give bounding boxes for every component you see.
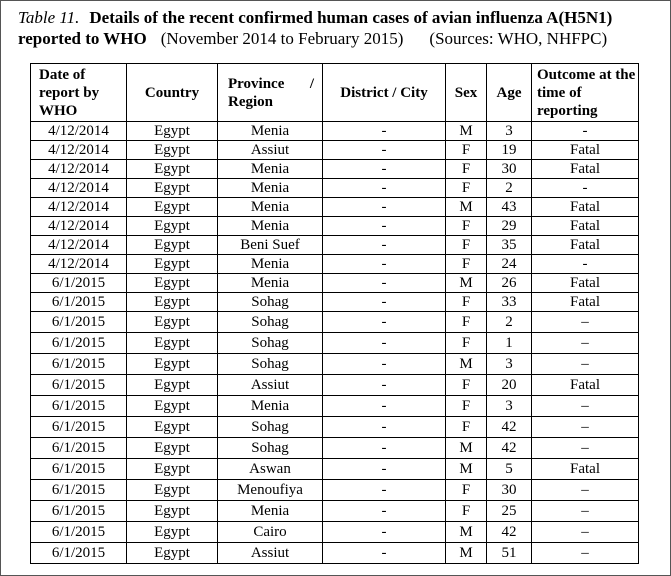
- cell-province: Menia: [218, 501, 323, 522]
- cell-age: 3: [487, 396, 532, 417]
- cell-province: Aswan: [218, 459, 323, 480]
- cell-country: Egypt: [127, 312, 218, 333]
- cell-country: Egypt: [127, 122, 218, 141]
- cell-sex: F: [446, 501, 487, 522]
- cell-country: Egypt: [127, 255, 218, 274]
- cell-outcome: –: [532, 312, 639, 333]
- cell-age: 2: [487, 312, 532, 333]
- cell-country: Egypt: [127, 417, 218, 438]
- cell-date: 4/12/2014: [31, 236, 127, 255]
- cell-outcome: Fatal: [532, 198, 639, 217]
- header-outcome: Outcome at the time of reporting: [532, 64, 639, 122]
- cell-sex: M: [446, 438, 487, 459]
- header-age: Age: [487, 64, 532, 122]
- cell-age: 26: [487, 274, 532, 293]
- cell-province: Beni Suef: [218, 236, 323, 255]
- cell-sex: F: [446, 160, 487, 179]
- cell-age: 42: [487, 438, 532, 459]
- cell-date: 6/1/2015: [31, 333, 127, 354]
- table-row: [31, 236, 639, 255]
- table-row: [31, 274, 639, 293]
- cell-sex: F: [446, 255, 487, 274]
- cell-district: -: [323, 198, 446, 217]
- cell-age: 33: [487, 293, 532, 312]
- cell-outcome: –: [532, 480, 639, 501]
- cell-date: 6/1/2015: [31, 375, 127, 396]
- cell-outcome: Fatal: [532, 160, 639, 179]
- cell-district: -: [323, 141, 446, 160]
- cell-country: Egypt: [127, 293, 218, 312]
- cell-province: Sohag: [218, 333, 323, 354]
- cell-date: 4/12/2014: [31, 160, 127, 179]
- cell-country: Egypt: [127, 396, 218, 417]
- cell-district: -: [323, 236, 446, 255]
- cell-district: -: [323, 459, 446, 480]
- cell-outcome: –: [532, 333, 639, 354]
- cell-date: 6/1/2015: [31, 543, 127, 564]
- table-row: [31, 480, 639, 501]
- cell-district: -: [323, 480, 446, 501]
- cell-date: 4/12/2014: [31, 122, 127, 141]
- cell-district: -: [323, 522, 446, 543]
- caption-line-2: [18, 28, 671, 49]
- cell-country: Egypt: [127, 274, 218, 293]
- cell-province: Cairo: [218, 522, 323, 543]
- cell-age: 42: [487, 522, 532, 543]
- cell-district: -: [323, 375, 446, 396]
- cell-sex: F: [446, 217, 487, 236]
- cell-outcome: –: [532, 396, 639, 417]
- table-row: [31, 141, 639, 160]
- cell-sex: M: [446, 522, 487, 543]
- table-row: [31, 293, 639, 312]
- table-row: [31, 354, 639, 375]
- table-period: (November 2014 to February 2015): [160, 29, 404, 48]
- cell-province: Sohag: [218, 438, 323, 459]
- cell-province: Menia: [218, 122, 323, 141]
- cell-outcome: Fatal: [532, 141, 639, 160]
- cell-outcome: Fatal: [532, 236, 639, 255]
- cell-outcome: -: [532, 122, 639, 141]
- cell-date: 4/12/2014: [31, 179, 127, 198]
- cell-province: Assiut: [218, 141, 323, 160]
- cell-province: Sohag: [218, 417, 323, 438]
- cell-sex: F: [446, 333, 487, 354]
- cell-age: 51: [487, 543, 532, 564]
- table-row: [31, 122, 639, 141]
- cell-age: 30: [487, 160, 532, 179]
- cell-outcome: –: [532, 354, 639, 375]
- cell-district: -: [323, 354, 446, 375]
- cell-age: 20: [487, 375, 532, 396]
- cell-outcome: –: [532, 522, 639, 543]
- cell-country: Egypt: [127, 236, 218, 255]
- cell-sex: M: [446, 459, 487, 480]
- cell-district: -: [323, 417, 446, 438]
- cell-country: Egypt: [127, 480, 218, 501]
- table-row: [31, 375, 639, 396]
- cell-country: Egypt: [127, 459, 218, 480]
- cell-province: Menia: [218, 217, 323, 236]
- cell-date: 6/1/2015: [31, 312, 127, 333]
- cell-outcome: –: [532, 543, 639, 564]
- cell-province: Menia: [218, 179, 323, 198]
- cell-province: Sohag: [218, 293, 323, 312]
- cell-sex: F: [446, 417, 487, 438]
- cell-sex: M: [446, 274, 487, 293]
- table-row: [31, 522, 639, 543]
- cell-age: 3: [487, 354, 532, 375]
- cell-sex: F: [446, 179, 487, 198]
- table-title: Details of the recent confirmed human cases of avian influenza A(H5N1): [89, 8, 613, 27]
- cell-sex: F: [446, 480, 487, 501]
- cell-country: Egypt: [127, 501, 218, 522]
- cell-province: Assiut: [218, 375, 323, 396]
- cell-outcome: –: [532, 438, 639, 459]
- cell-date: 4/12/2014: [31, 255, 127, 274]
- cell-district: -: [323, 255, 446, 274]
- cell-date: 6/1/2015: [31, 438, 127, 459]
- cell-country: Egypt: [127, 543, 218, 564]
- cell-age: 2: [487, 179, 532, 198]
- table-body: [31, 122, 639, 564]
- cell-outcome: Fatal: [532, 217, 639, 236]
- table-row: [31, 179, 639, 198]
- cell-age: 24: [487, 255, 532, 274]
- cell-district: -: [323, 274, 446, 293]
- cell-date: 4/12/2014: [31, 198, 127, 217]
- table-row: [31, 501, 639, 522]
- cell-date: 6/1/2015: [31, 274, 127, 293]
- cell-province: Sohag: [218, 312, 323, 333]
- cell-outcome: Fatal: [532, 459, 639, 480]
- cell-district: -: [323, 396, 446, 417]
- header-province-label: Province: [228, 75, 285, 92]
- table-row: [31, 417, 639, 438]
- cell-age: 1: [487, 333, 532, 354]
- cell-district: -: [323, 312, 446, 333]
- cell-district: -: [323, 122, 446, 141]
- table-row: [31, 459, 639, 480]
- cell-country: Egypt: [127, 522, 218, 543]
- header-region-label: Region: [228, 93, 273, 110]
- cell-country: Egypt: [127, 375, 218, 396]
- table-sources: (Sources: WHO, NHFPC): [429, 29, 608, 48]
- cell-province: Assiut: [218, 543, 323, 564]
- cell-sex: M: [446, 198, 487, 217]
- header-row: [31, 64, 639, 122]
- cell-outcome: Fatal: [532, 274, 639, 293]
- cell-district: -: [323, 160, 446, 179]
- table-row: [31, 333, 639, 354]
- cell-country: Egypt: [127, 333, 218, 354]
- cell-date: 6/1/2015: [31, 417, 127, 438]
- cell-province: Menia: [218, 255, 323, 274]
- cell-outcome: –: [532, 501, 639, 522]
- cell-country: Egypt: [127, 141, 218, 160]
- header-country: Country: [127, 64, 218, 122]
- table-row: [31, 217, 639, 236]
- header-province-sep: /: [309, 75, 314, 92]
- cell-district: -: [323, 179, 446, 198]
- cell-district: -: [323, 501, 446, 522]
- cell-date: 6/1/2015: [31, 522, 127, 543]
- cell-sex: F: [446, 375, 487, 396]
- table-row: [31, 438, 639, 459]
- cell-district: -: [323, 438, 446, 459]
- cell-age: 3: [487, 122, 532, 141]
- cell-sex: F: [446, 312, 487, 333]
- cell-age: 25: [487, 501, 532, 522]
- cell-country: Egypt: [127, 438, 218, 459]
- cell-outcome: Fatal: [532, 375, 639, 396]
- cell-date: 6/1/2015: [31, 396, 127, 417]
- cell-district: -: [323, 293, 446, 312]
- cell-outcome: –: [532, 417, 639, 438]
- cell-age: 30: [487, 480, 532, 501]
- caption-line-1: [18, 7, 671, 28]
- cell-sex: F: [446, 293, 487, 312]
- table-caption: [18, 7, 671, 49]
- cell-outcome: -: [532, 179, 639, 198]
- table-title-continued: reported to WHO: [18, 29, 147, 48]
- cell-outcome: Fatal: [532, 293, 639, 312]
- cell-sex: M: [446, 122, 487, 141]
- table-row: [31, 255, 639, 274]
- cell-date: 6/1/2015: [31, 480, 127, 501]
- cell-age: 29: [487, 217, 532, 236]
- cell-district: -: [323, 333, 446, 354]
- cell-date: 4/12/2014: [31, 217, 127, 236]
- cell-province: Sohag: [218, 354, 323, 375]
- cell-sex: F: [446, 396, 487, 417]
- cell-country: Egypt: [127, 217, 218, 236]
- cell-age: 43: [487, 198, 532, 217]
- table-row: [31, 198, 639, 217]
- cell-province: Menia: [218, 160, 323, 179]
- cell-date: 6/1/2015: [31, 501, 127, 522]
- cell-province: Menia: [218, 198, 323, 217]
- cell-sex: F: [446, 236, 487, 255]
- header-province: [218, 64, 323, 122]
- table-row: [31, 396, 639, 417]
- cell-district: -: [323, 217, 446, 236]
- cell-age: 42: [487, 417, 532, 438]
- cell-age: 19: [487, 141, 532, 160]
- table-row: [31, 160, 639, 179]
- cell-province: Menia: [218, 396, 323, 417]
- cell-sex: M: [446, 543, 487, 564]
- cell-sex: F: [446, 141, 487, 160]
- cell-district: -: [323, 543, 446, 564]
- cell-date: 4/12/2014: [31, 141, 127, 160]
- cell-country: Egypt: [127, 198, 218, 217]
- table-row: [31, 312, 639, 333]
- header-district: District / City: [323, 64, 446, 122]
- cell-country: Egypt: [127, 354, 218, 375]
- cell-country: Egypt: [127, 160, 218, 179]
- cell-outcome: -: [532, 255, 639, 274]
- cell-province: Menoufiya: [218, 480, 323, 501]
- cell-date: 6/1/2015: [31, 293, 127, 312]
- cell-province: Menia: [218, 274, 323, 293]
- cell-country: Egypt: [127, 179, 218, 198]
- table-row: [31, 543, 639, 564]
- cell-date: 6/1/2015: [31, 354, 127, 375]
- cell-sex: M: [446, 354, 487, 375]
- header-sex: Sex: [446, 64, 487, 122]
- header-date: Date of report by WHO: [31, 64, 127, 122]
- cases-table: [30, 63, 639, 564]
- cell-date: 6/1/2015: [31, 459, 127, 480]
- cell-age: 5: [487, 459, 532, 480]
- table-label: Table 11.: [18, 8, 80, 27]
- cell-age: 35: [487, 236, 532, 255]
